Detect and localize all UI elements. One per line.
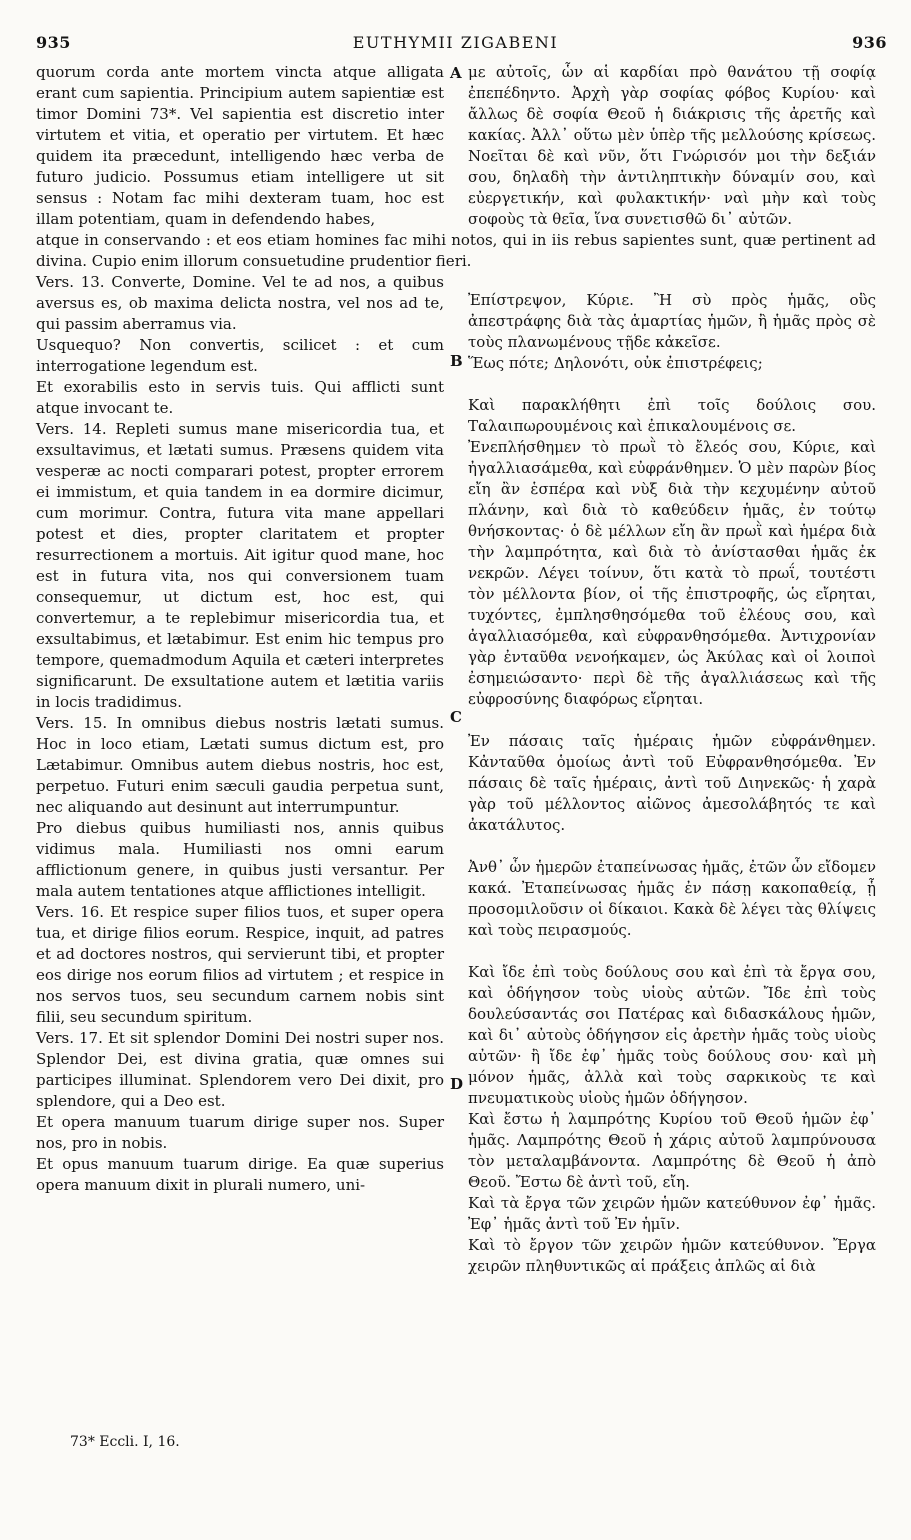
greek-paragraph: Ἐνεπλήσθημεν τὸ πρωῒ τὸ ἔλεός σου, Κύριε, καὶ ἠγαλλιασάμεθα, καὶ εὐφράνθημεν. Ὁ μὲν παρὼν βίος εἴη ἂν ἑσπέρα καὶ νὺξ διὰ τὴν κεχυμένην αὐτοῦ πλάνην, καὶ διὰ τὸ καθεύδειν ἡμᾶς, ἐν τούτῳ θνήσκοντας· ὁ δὲ μέλλων εἴη ἂν πρωῒ καὶ ἡμέρα διὰ τὴν λαμπρότητα, καὶ διὰ τὸ ἀνίστασθαι ἡμᾶς ἐκ νεκρῶν. Λέγει τοίνυν, ὅτι κατὰ τὸ πρωΐ, τουτέστι τὸν μέλλοντα βίον, οἱ τῆς ἐπιστροφῆς, ὡς εἴρηται, τυχόντες, ἐμπλησθησόμεθα τοῦ ἐλέους σου, καὶ ἀγαλλιασόμεθα, καὶ εὐφρανθησόμεθα. Ἀντιχρονίαν γὰρ ἐνταῦθα νενοήκαμεν, ὡς Ἀκύλας καὶ οἱ λοιποὶ ἐσημειώσαντο· περὶ δὲ τῆς ἀγαλλιάσεως καὶ τῆς εὐφροσύνης διαφόρως εἴρηται. bbox=[468, 438, 876, 708]
margin-mark-a: A bbox=[450, 64, 462, 82]
running-title: EUTHYMII ZIGABENI bbox=[352, 33, 559, 52]
greek-paragraph: Ἕως πότε; Δηλονότι, οὐκ ἐπιστρέφεις; bbox=[468, 354, 763, 372]
greek-column bbox=[468, 62, 876, 1277]
greek-paragraph: Ἐπίστρεψον, Κύριε. Ἢ σὺ πρὸς ἡμᾶς, οὓς ἀπεστράφης διὰ τὰς ἁμαρτίας ἡμῶν, ἢ ἡμᾶς πρὸς σὲ τοὺς πλανωμένους τῇδε κἀκεῖσε. bbox=[468, 291, 876, 351]
greek-paragraph: Καὶ παρακλήθητι ἐπὶ τοῖς δούλοις σου. Ταλαιπωρουμένοις καὶ ἐπικαλουμένοις σε. bbox=[468, 396, 876, 435]
greek-paragraph: Καὶ ἴδε ἐπὶ τοὺς δούλους σου καὶ ἐπὶ τὰ ἔργα σου, καὶ ὁδήγησον τοὺς υἱοὺς αὐτῶν. Ἴδε ἐπὶ τοὺς δουλεύσαντάς σοι Πατέρας καὶ διδασκάλους ἡμῶν, καὶ δι᾽ αὐτοὺς ὁδήγησον εἰς ἀρετὴν ἡμᾶς τοὺς υἱοὺς αὐτῶν· ἢ ἴδε ἐφ᾽ ἡμᾶς τοὺς δούλους σου· καὶ μὴ μόνον ἡμᾶς, ἀλλὰ καὶ τοὺς σαρκικοὺς τε καὶ πνευματικοὺς υἱοὺς ἡμῶν ὁδήγησον. bbox=[468, 963, 876, 1107]
latin-paragraph: Vers. 14. Repleti sumus mane misericordia tua, et exsultavimus, et lætati sumus. Præsens quidem vita vesperæ ac nocti comparari potest, propter errorem ei immistum, et quia tandem in ea dormire dicimur, cum morimur. Contra, futura vita mane appellari potest et dies, propter claritatem et propter resurrectionem a mortuis. Ait igitur quod mane, hoc est in futura vita, nos qui conversionem tuam consequemur, ut dictum est, hoc est, qui convertemur, a te replebimur misericordia tua, et exsultabimus, et lætabimur. Est enim hic tempus pro tempore, quemadmodum Aquila et cæteri interpretes significarunt. De exsultatione autem et lætitia variis in locis tradidimus. bbox=[36, 420, 444, 711]
margin-mark-d: D bbox=[450, 1075, 464, 1093]
latin-paragraph: quorum corda ante mortem vincta atque alligata erant cum sapientia. Principium autem sapientiæ est timor Domini 73*. Vel sapientia est discretio inter virtutem et vitia, et operatio per virtutem. Et hæc quidem ita præcedunt, intelligendo hæc verba de futuro judicio. Possumus etiam intelligere ut sit sensus : Notam fac mihi dexteram tuam, hoc est illam potentiam, quam in defendendo habes, bbox=[36, 63, 444, 228]
latin-paragraph: Vers. 15. In omnibus diebus nostris lætati sumus. Hoc in loco etiam, Lætati sumus dictum est, pro Lætabimur. Omnibus autem diebus nostris, hoc est, perpetuo. Futuri enim sæculi gaudia perpetua sunt, nec aliquando aut desinunt aut interrumpuntur. bbox=[36, 714, 444, 816]
latin-paragraph: Vers. 16. Et respice super filios tuos, et super opera tua, et dirige filios eorum. Respice, inquit, ad patres et ad doctores nostros, qui servierunt tibi, et propter eos dirige nos eorum filios ad virtutem ; et respice in nos servos tuos, seu secundum carnem nobis sint filii, seu secundum spiritum. bbox=[36, 903, 444, 1026]
latin-paragraph: Et opera manuum tuarum dirige super nos. Super nos, pro in nobis. bbox=[36, 1113, 444, 1152]
greek-paragraph: με αὐτοῖς, ὧν αἱ καρδίαι πρὸ θανάτου τῇ σοφίᾳ ἐπεπέδηντο. Ἀρχὴ γὰρ σοφίας φόβος Κυρίου· καὶ ἄλλως δὲ σοφία Θεοῦ ἡ διάκρισις τῆς ἀρετῆς καὶ κακίας. Ἀλλ᾽ οὕτω μὲν ὑπὲρ τῆς μελλούσης κρίσεως. Νοεῖται δὲ καὶ νῦν, ὅτι Γνώρισόν μοι τὴν δεξιάν σου, δηλαδὴ τὴν ἀντιληπτικὴν δύναμίν σου, καὶ εὐεργετικήν, καὶ φυλακτικήν· ναὶ μὴν καὶ τοὺς σοφοὺς τὰ θεῖα, ἵνα συνετισθῶ δι᾽ αὐτῶν. bbox=[468, 63, 876, 228]
latin-paragraph: Pro diebus quibus humiliasti nos, annis quibus vidimus mala. Humiliasti nos omni earum afflictionum genere, in quibus justi versantur. Per mala autem tentationes atque afflictiones intelligit. bbox=[36, 819, 444, 900]
latin-paragraph: atque in conservando : et eos etiam homines fac mihi notos, qui in iis rebus sapientes sunt, quæ pertinent ad divina. Cupio enim illorum consuetudine prudentior fieri. bbox=[36, 231, 876, 270]
page-number-right: 936 bbox=[852, 33, 887, 52]
margin-mark-b: B bbox=[450, 352, 463, 370]
margin-mark-c: C bbox=[450, 708, 462, 726]
greek-paragraph: Καὶ τὸ ἔργον τῶν χειρῶν ἡμῶν κατεύθυνον. Ἔργα χειρῶν πληθυντικῶς αἱ πράξεις ἁπλῶς αἱ διὰ bbox=[468, 1236, 876, 1275]
page-number-left: 935 bbox=[36, 33, 71, 52]
latin-paragraph: Usquequo? Non convertis, scilicet : et cum interrogatione legendum est. bbox=[36, 336, 444, 375]
latin-paragraph: Vers. 13. Converte, Domine. Vel te ad nos, a quibus aversus es, ob maxima delicta nostra, vel nos ad te, qui passim aberramus via. bbox=[36, 273, 444, 333]
latin-paragraph: Et opus manuum tuarum dirige. Ea quæ superius opera manuum dixit in plurali numero, uni- bbox=[36, 1155, 444, 1194]
greek-paragraph: Καὶ τὰ ἔργα τῶν χειρῶν ἡμῶν κατεύθυνον ἐφ᾽ ἡμᾶς. Ἐφ᾽ ἡμᾶς ἀντὶ τοῦ Ἐν ἡμῖν. bbox=[468, 1194, 876, 1233]
latin-paragraph: Et exorabilis esto in servis tuis. Qui afflicti sunt atque invocant te. bbox=[36, 378, 444, 417]
greek-paragraph: Καὶ ἔστω ἡ λαμπρότης Κυρίου τοῦ Θεοῦ ἡμῶν ἐφ᾽ ἡμᾶς. Λαμπρότης Θεοῦ ἡ χάρις αὐτοῦ λαμπρύνουσα τὸν μεταλαμβάνοντα. Λαμπρότης δὲ Θεοῦ ἡ ἀπὸ Θεοῦ. Ἔστω δὲ ἀντὶ τοῦ, εἴη. bbox=[468, 1110, 876, 1191]
footnote: 73* Eccli. I, 16. bbox=[70, 1434, 180, 1450]
latin-paragraph: Vers. 17. Et sit splendor Domini Dei nostri super nos. Splendor Dei, est divina gratia, quæ omnes sui participes illuminat. Splendorem vero Dei dixit, pro splendore, qui a Deo est. bbox=[36, 1029, 444, 1110]
greek-paragraph: Ἐν πάσαις ταῖς ἡμέραις ἡμῶν εὐφράνθημεν. Κἀνταῦθα ὁμοίως ἀντὶ τοῦ Εὐφρανθησόμεθα. Ἐν πάσαις δὲ ταῖς ἡμέραις, ἀντὶ τοῦ Διηνεκῶς· ἡ χαρὰ γὰρ τοῦ μέλλοντος αἰῶνος ἀμεσολάβητός τε καὶ ἀκατάλυτος. bbox=[468, 732, 876, 834]
greek-paragraph: Ἀνθ᾽ ὧν ἡμερῶν ἐταπείνωσας ἡμᾶς, ἐτῶν ὧν εἴδομεν κακά. Ἐταπείνωσας ἡμᾶς ἐν πάσῃ κακοπαθείᾳ, ᾗ προσομιλοῦσιν οἱ δίκαιοι. Κακὰ δὲ λέγει τὰς θλίψεις καὶ τοὺς πειρασμούς. bbox=[468, 858, 876, 939]
